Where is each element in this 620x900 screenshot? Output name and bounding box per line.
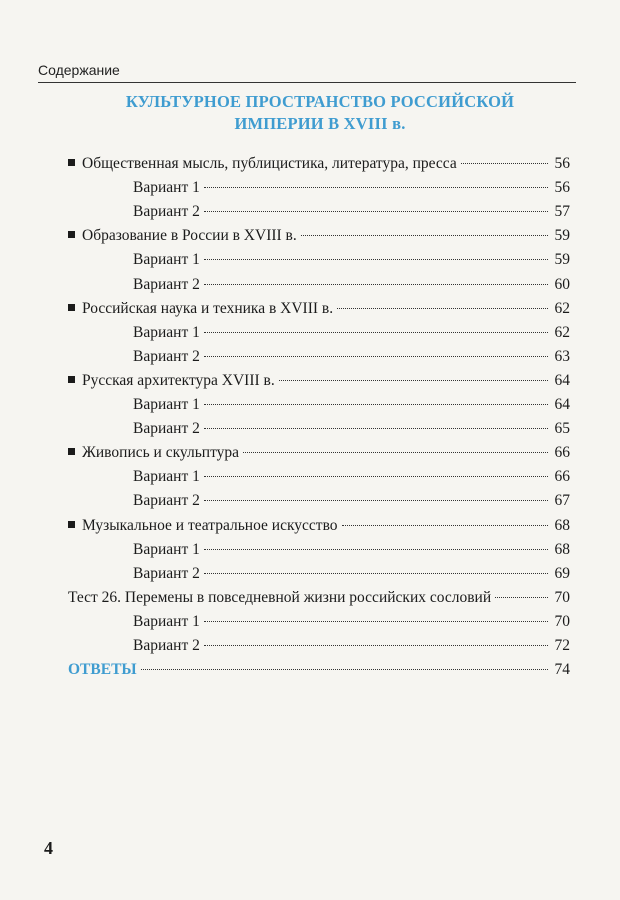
toc-entry-page: 67 [554, 492, 570, 510]
dot-leader [204, 210, 548, 212]
section-title-line-2: ИМПЕРИИ В XVIII в. [234, 114, 406, 133]
toc-entry-label: Вариант 2 [133, 203, 200, 221]
dot-leader [204, 331, 548, 333]
toc-entry-page: 62 [554, 299, 570, 317]
toc-entry-page: 65 [554, 420, 570, 438]
dot-leader [204, 548, 548, 550]
toc-entry [133, 466, 570, 488]
toc-entry [133, 539, 570, 561]
toc-entry-label: Вариант 1 [133, 251, 200, 269]
toc-entry-answers [68, 659, 570, 681]
bullet-square-icon [68, 448, 75, 455]
toc-entry [68, 587, 570, 609]
toc-entry-page: 66 [554, 444, 570, 462]
toc-entry-label: Вариант 1 [133, 323, 200, 341]
dot-leader [204, 355, 548, 357]
section-title-line-1: КУЛЬТУРНОЕ ПРОСТРАНСТВО РОССИЙСКОЙ [125, 92, 515, 111]
toc-entry [133, 201, 570, 223]
dot-leader [301, 234, 548, 236]
toc-entry-label: Вариант 2 [133, 275, 200, 293]
toc-entry-page: 70 [554, 612, 570, 630]
toc-entry-label: Вариант 1 [133, 612, 200, 630]
toc-entry-label: Вариант 1 [133, 540, 200, 558]
toc-entry [133, 635, 570, 657]
dot-leader [204, 258, 548, 260]
toc-entry [133, 611, 570, 633]
dot-leader [204, 475, 548, 477]
bullet-square-icon [68, 304, 75, 311]
toc-entry-label: Вариант 2 [133, 637, 200, 654]
dot-leader [342, 524, 548, 526]
toc-entry-label: Вариант 2 [133, 420, 200, 438]
toc-entry-label: Вариант 1 [133, 468, 200, 486]
toc-entry-page: 64 [554, 396, 570, 413]
toc-entry-label: Вариант 2 [133, 492, 200, 510]
toc-entry-page: 68 [554, 516, 570, 534]
dot-leader [279, 379, 548, 381]
bullet-square-icon [68, 376, 75, 383]
toc-entry [68, 370, 570, 392]
toc-entry [68, 153, 570, 175]
toc-entry-page: 64 [554, 371, 570, 389]
toc-entry-page: 72 [554, 637, 570, 654]
toc-entry-page: 70 [554, 588, 570, 606]
toc-entry [133, 346, 570, 368]
toc-entry [68, 442, 570, 464]
bullet-square-icon [68, 159, 75, 166]
toc-entry [133, 322, 570, 344]
dot-leader [461, 162, 548, 164]
toc-entry-label: Музыкальное и театральное искусство [82, 516, 338, 534]
dot-leader [141, 668, 548, 670]
toc-entry-label: Вариант 2 [133, 347, 200, 365]
toc-entry [68, 515, 570, 537]
toc-entry [133, 249, 570, 271]
toc-entry [133, 394, 570, 416]
toc-entry-page: 60 [554, 275, 570, 293]
toc-entry-page: 56 [554, 179, 570, 197]
toc-entry-page: 63 [554, 347, 570, 365]
toc-entry-label: Русская архитектура XVIII в. [82, 371, 275, 389]
dot-leader [204, 427, 548, 429]
dot-leader [204, 403, 548, 405]
dot-leader [204, 283, 548, 285]
toc-entry-page: 62 [554, 323, 570, 341]
dot-leader [204, 186, 548, 188]
toc-entry-label: Вариант 2 [133, 564, 200, 582]
toc-entry [133, 490, 570, 512]
dot-leader [337, 307, 548, 309]
running-head: Содержание [38, 62, 120, 78]
toc-entry-page: 59 [554, 227, 570, 245]
toc-entry-label: Тест 26. Перемены в повседневной жизни российских сословий [68, 588, 492, 606]
toc-entry [133, 177, 570, 199]
toc-entry-page: 57 [554, 203, 570, 221]
toc-entry-label: Образование в России в XVIII в. [82, 227, 297, 245]
toc-entry-label: Живопись и скульптура [82, 444, 240, 462]
page-number: 4 [44, 838, 53, 858]
toc-entry [133, 563, 570, 585]
dot-leader [204, 572, 548, 574]
toc-entry [68, 225, 570, 247]
toc-entry-page: 69 [554, 564, 570, 582]
toc-entry-label: Общественная мысль, публицистика, литература, пресса [82, 155, 457, 172]
toc-entry-label: Вариант 1 [133, 179, 200, 197]
toc-entry-page: 68 [554, 540, 570, 558]
toc-entry-label: Российская наука и техника в XVIII в. [82, 299, 334, 317]
toc-entry [133, 418, 570, 440]
dot-leader [495, 596, 548, 598]
toc-entry-page: 59 [554, 251, 570, 269]
dot-leader [204, 620, 548, 622]
toc-entry-page: 74 [554, 661, 570, 679]
dot-leader [243, 451, 548, 453]
toc-entry [133, 274, 570, 296]
bullet-square-icon [68, 521, 75, 528]
toc-entry-page: 66 [554, 468, 570, 486]
toc-entry-page: 56 [554, 155, 570, 172]
toc-entry-label: ОТВЕТЫ [68, 661, 137, 679]
toc-entry-label: Вариант 1 [133, 396, 200, 413]
toc-entry [68, 298, 570, 320]
bullet-square-icon [68, 231, 75, 238]
dot-leader [204, 499, 548, 501]
dot-leader [204, 644, 548, 646]
